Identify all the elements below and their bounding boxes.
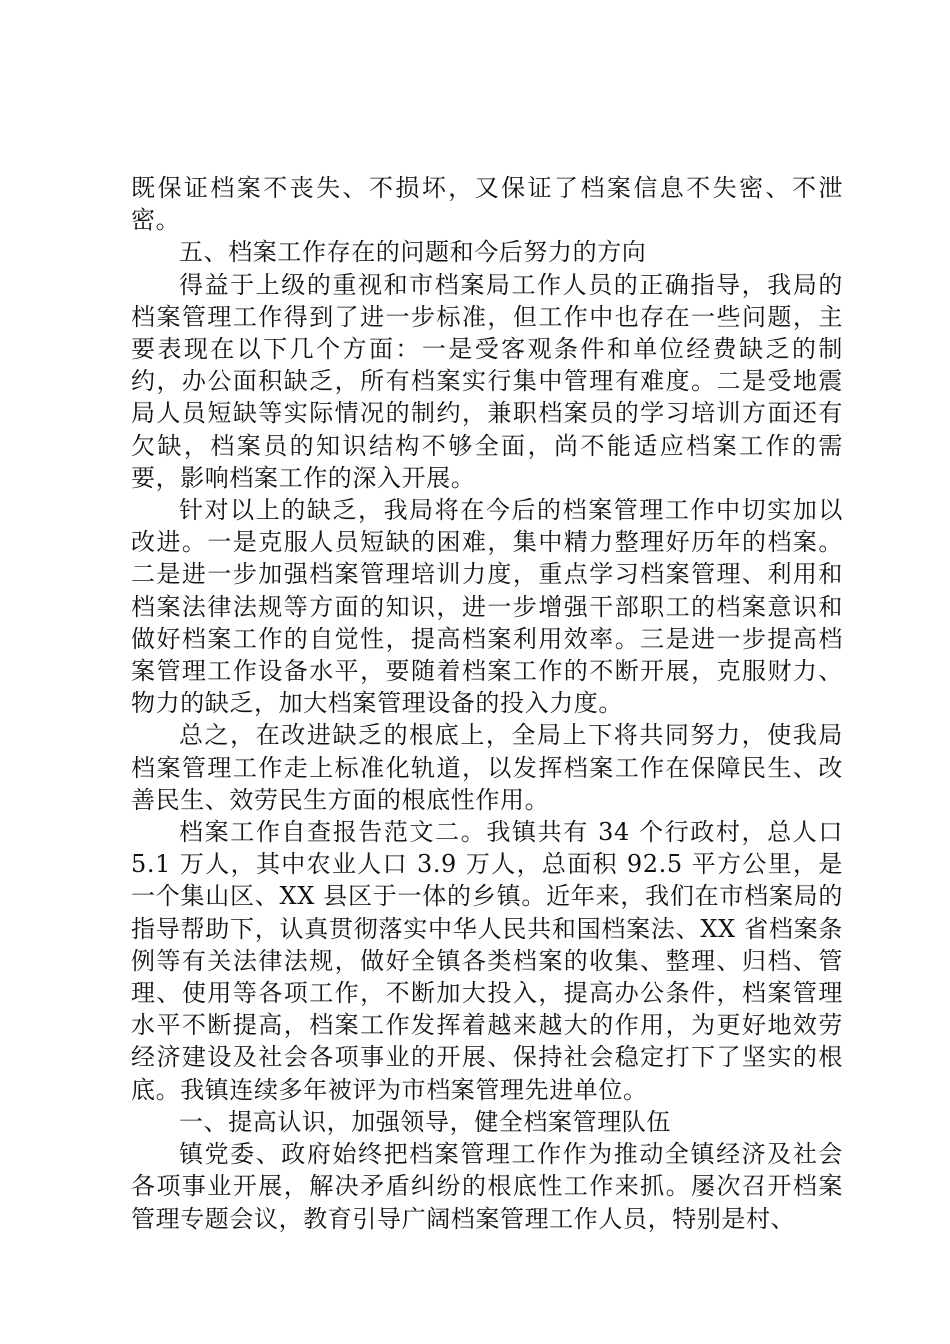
paragraph-sample-two: 档案工作自查报告范文二。我镇共有 34 个行政村，总人口 5.1 万人，其中农业人口 3.9 万人，总面积 92.5 平方公里，是一个集山区、XX 县区于一体的乡镇。近年来，我们在市档案局的指导帮助下，认真贯彻落实中华人民共和国档案法、XX 省档案条例等有关法律法规，做好全镇各类档案的收集、整理、归档、管理、使用等各项工作，不断加大投入，提高办公条件，档案管理水平不断提高，档案工作发挥着越来越大的作用，为更好地效劳经济建设及社会各项事业的开展、保持社会稳定打下了坚实的根底。我镇连续多年被评为市档案管理先进单位。 (131, 818, 843, 1104)
paragraph-summary: 总之，在改进缺乏的根底上，全局上下将共同努力，使我局档案管理工作走上标准化轨道，以发挥档案工作在保障民生、改善民生、效劳民生方面的根底性作用。 (131, 721, 843, 814)
paragraph-continuation: 既保证档案不丧失、不损坏，又保证了档案信息不失密、不泄密。 (131, 174, 843, 235)
document-body (131, 172, 843, 1235)
paragraph-leadership: 镇党委、政府始终把档案管理工作作为推动全镇经济及社会各项事业开展，解决矛盾纠纷的根底性工作来抓。屡次召开档案管理专题会议，教育引导广阔档案管理工作人员，特别是村、 (131, 1140, 843, 1233)
paragraph-problems: 得益于上级的重视和市档案局工作人员的正确指导，我局的档案管理工作得到了进一步标准，但工作中也存在一些问题，主要表现在以下几个方面：一是受客观条件和单位经费缺乏的制约，办公面积缺乏，所有档案实行集中管理有难度。二是受地震局人员短缺等实际情况的制约，兼职档案员的学习培训方面还有欠缺，档案员的知识结构不够全面，尚不能适应档案工作的需要，影响档案工作的深入开展。 (131, 270, 843, 492)
paragraph-improvements: 针对以上的缺乏，我局将在今后的档案管理工作中切实加以改进。一是克服人员短缺的困难，集中精力整理好历年的档案。二是进一步加强档案管理培训力度，重点学习档案管理、利用和档案法律法规等方面的知识，进一步增强干部职工的档案意识和做好档案工作的自觉性，提高档案利用效率。三是进一步提高档案管理工作设备水平，要随着档案工作的不断开展，克服财力、物力的缺乏，加大档案管理设备的投入力度。 (131, 496, 843, 718)
section-heading-five: 五、档案工作存在的问题和今后努力的方向 (179, 238, 647, 267)
section-heading-one: 一、提高认识，加强领导，健全档案管理队伍 (179, 1107, 671, 1136)
